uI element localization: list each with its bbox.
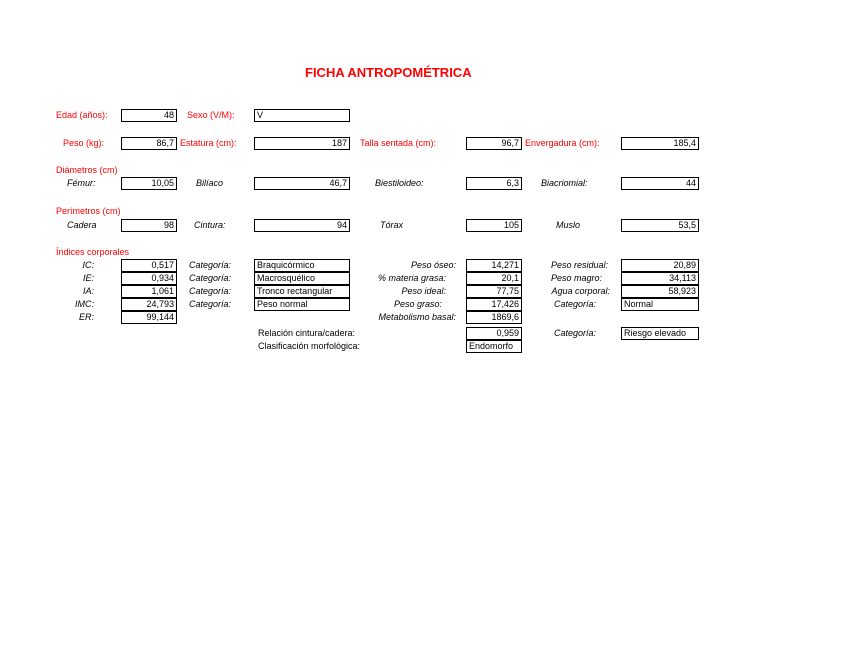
peso-label: Peso (kg): — [63, 138, 105, 148]
femur-label: Fémur: — [67, 178, 96, 188]
envergadura-label: Envergadura (cm): — [525, 138, 600, 148]
categoria-ia-label: Categoría: — [189, 286, 232, 296]
metabolismo-label: Metabolismo basal: — [378, 312, 456, 322]
talla-label: Talla sentada (cm): — [360, 138, 437, 148]
ie-field[interactable]: 0,934 — [121, 272, 177, 285]
peso-oseo-label: Peso óseo: — [410, 260, 456, 270]
clasificacion-label: Clasificación morfológica: — [258, 341, 361, 351]
peso-residual-label: Peso residual: — [550, 260, 608, 270]
muslo-label: Muslo — [556, 220, 581, 230]
cat-ie-field[interactable]: Macrosquélico — [254, 272, 350, 285]
peso-magro-field[interactable]: 34,113 — [621, 272, 699, 285]
clasificacion-field[interactable]: Endomorfo — [466, 340, 522, 353]
cadera-label: Cadera — [67, 220, 97, 230]
indices-heading: Índices corporales — [56, 247, 130, 257]
peso-ideal-label: Peso ideal: — [401, 286, 446, 296]
ia-label: IA: — [82, 286, 94, 296]
peso-residual-field[interactable]: 20,89 — [621, 259, 699, 272]
cintura-field[interactable]: 94 — [254, 219, 350, 232]
torax-field[interactable]: 105 — [466, 219, 522, 232]
ia-field[interactable]: 1,061 — [121, 285, 177, 298]
categoria-imc-label: Categoría: — [189, 299, 232, 309]
er-field[interactable]: 99,144 — [121, 311, 177, 324]
perimetros-heading: Perímetros (cm) — [56, 206, 121, 216]
cat-ic-field[interactable]: Braquicórmico — [254, 259, 350, 272]
edad-label: Edad (años): — [56, 110, 108, 120]
imc-field[interactable]: 24,793 — [121, 298, 177, 311]
agua-corporal-label: Agua corporal: — [551, 286, 610, 296]
peso-graso-label: Peso graso: — [393, 299, 442, 309]
ic-field[interactable]: 0,517 — [121, 259, 177, 272]
categoria-riesgo-field[interactable]: Riesgo elevado — [621, 327, 699, 340]
categoria-agua-label: Categoría: — [553, 299, 596, 309]
sexo-label: Sexo (V/M): — [187, 110, 235, 120]
diametros-heading: Diámetros (cm) — [56, 165, 118, 175]
peso-field[interactable]: 86,7 — [121, 137, 177, 150]
metabolismo-field[interactable]: 1869,6 — [466, 311, 522, 324]
categoria-ie-label: Categoría: — [189, 273, 232, 283]
biestiloideo-field[interactable]: 6,3 — [466, 177, 522, 190]
estatura-label: Estatura (cm): — [180, 138, 237, 148]
edad-field[interactable]: 48 — [121, 109, 177, 122]
categoria-riesgo-label: Categoría: — [553, 328, 596, 338]
sexo-field[interactable]: V — [254, 109, 350, 122]
envergadura-field[interactable]: 185,4 — [621, 137, 699, 150]
estatura-field[interactable]: 187 — [254, 137, 350, 150]
ie-label: IE: — [82, 273, 94, 283]
torax-label: Tórax — [380, 220, 404, 230]
imc-label: IMC: — [75, 299, 94, 309]
peso-ideal-field[interactable]: 77,75 — [466, 285, 522, 298]
page-title: FICHA ANTROPOMÉTRICA — [305, 65, 472, 80]
biacriomial-field[interactable]: 44 — [621, 177, 699, 190]
cadera-field[interactable]: 98 — [121, 219, 177, 232]
relacion-label: Relación cintura/cadera: — [258, 328, 356, 338]
materia-grasa-label: % materia grasa: — [377, 273, 446, 283]
biestiloideo-label: Biestiloideo: — [375, 178, 424, 188]
ic-label: IC: — [82, 260, 94, 270]
cat-imc-field[interactable]: Peso normal — [254, 298, 350, 311]
biliaco-label: Bilíaco — [196, 178, 224, 188]
peso-graso-field[interactable]: 17,426 — [466, 298, 522, 311]
categoria-agua-field[interactable]: Normal — [621, 298, 699, 311]
biacriomial-label: Biacriomial: — [541, 178, 588, 188]
cat-ia-field[interactable]: Tronco rectangular — [254, 285, 350, 298]
cintura-label: Cintura: — [194, 220, 226, 230]
relacion-field[interactable]: 0,959 — [466, 327, 522, 340]
biliaco-field[interactable]: 46,7 — [254, 177, 350, 190]
er-label: ER: — [78, 312, 94, 322]
talla-field[interactable]: 96,7 — [466, 137, 522, 150]
categoria-ic-label: Categoría: — [189, 260, 232, 270]
muslo-field[interactable]: 53,5 — [621, 219, 699, 232]
femur-field[interactable]: 10,05 — [121, 177, 177, 190]
peso-magro-label: Peso magro: — [550, 273, 602, 283]
materia-grasa-field[interactable]: 20,1 — [466, 272, 522, 285]
peso-oseo-field[interactable]: 14,271 — [466, 259, 522, 272]
agua-corporal-field[interactable]: 58,923 — [621, 285, 699, 298]
